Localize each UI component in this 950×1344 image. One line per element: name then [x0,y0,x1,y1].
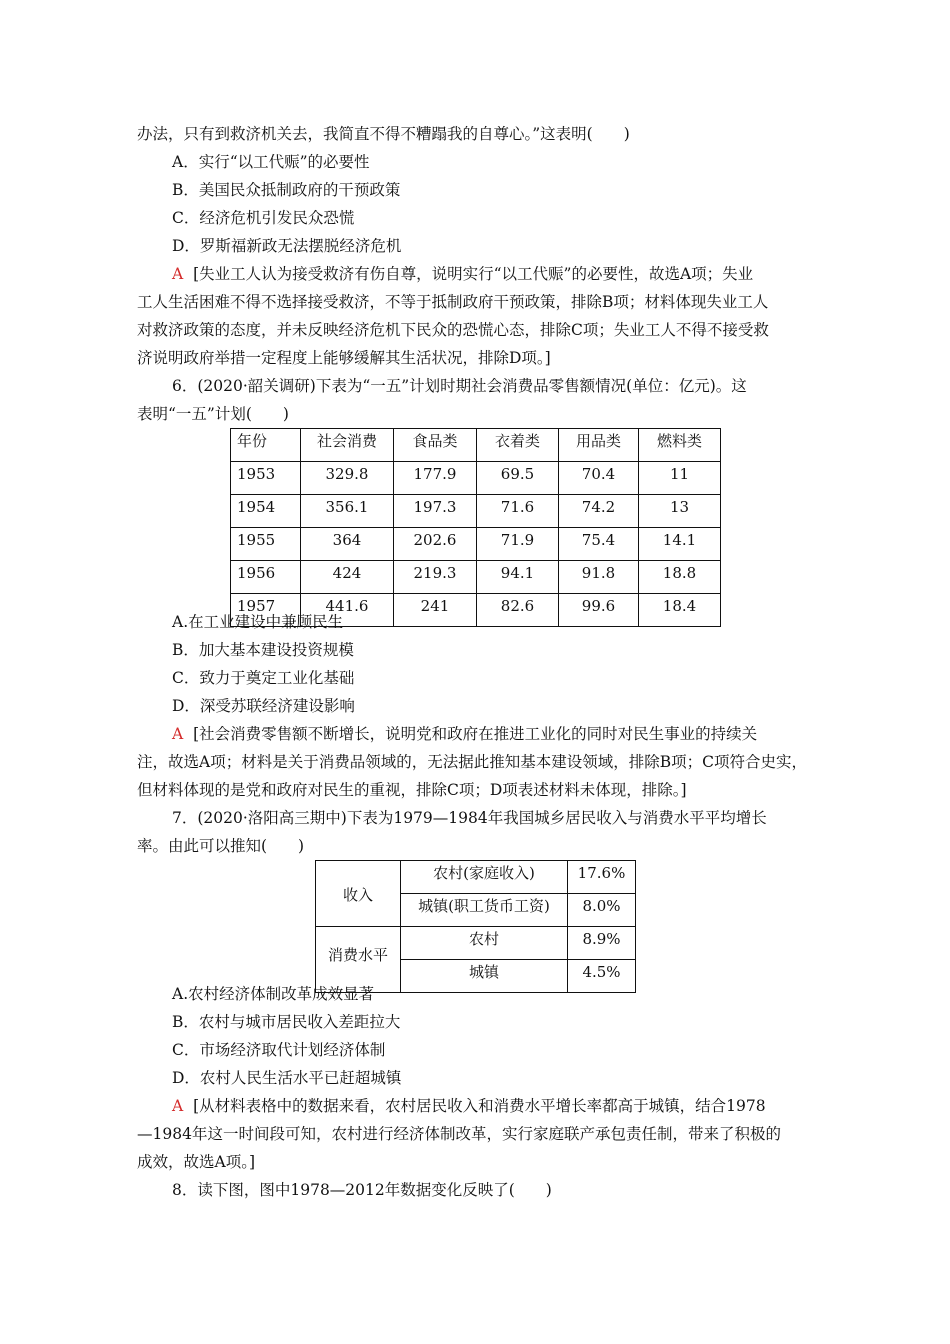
q6-option-a: A.在工业建设中兼顾民生 [172,613,344,631]
table-cell: 8.0% [568,894,636,927]
table-cell: 18.8 [639,561,721,594]
table-row [231,495,721,528]
table-cell: 94.1 [477,561,559,594]
table-cell: 356.1 [301,495,394,528]
table-cell: 91.8 [559,561,639,594]
q5-stem-tail: 办法，只有到救济机关去，我简直不得不糟蹋我的自尊心。”这表明( ) [137,125,630,143]
table-row [316,927,636,960]
table-row [231,528,721,561]
q7-explanation-line-3: 成效，故选A项。] [137,1153,255,1171]
q5-option-a: A．实行“以工代赈”的必要性 [172,153,370,171]
table-cell: 99.6 [559,594,639,627]
table-cell: 11 [639,462,721,495]
q6-explanation-line-3: 但材料体现的是党和政府对民生的重视，排除C项；D项表述材料未体现，排除。] [137,781,687,799]
q5-answer: A [172,265,184,283]
table-header-cell: 社会消费 [301,429,394,462]
table-cell: 70.4 [559,462,639,495]
q5-explanation-line-2: 工人生活困难不得不选择接受救济，不等于抵制政府干预政策，排除B项；材料体现失业工人 [137,293,769,311]
q5-explanation-line-3: 对救济政策的态度，并未反映经济危机下民众的恐慌心态，排除C项；失业工人不得不接受救 [137,321,769,339]
table-cell: 城镇(职工货币工资) [401,894,568,927]
q5-explanation-text-1: [失业工人认为接受救济有伤自尊，说明实行“以工代赈”的必要性，故选A项；失业 [193,265,754,283]
table-cell: 13 [639,495,721,528]
q6-explanation-line-2: 注，故选A项；材料是关于消费品领域的，无法据此推知基本建设领域，排除B项；C项符合史实， [137,753,807,771]
table-cell: 17.6% [568,861,636,894]
table-row [231,561,721,594]
table-header-cell: 用品类 [559,429,639,462]
q7-answer: A [172,1097,184,1115]
q7-growth-table [315,860,636,993]
q5-option-b: B．美国民众抵制政府的干预政策 [172,181,401,199]
table-group-label: 收入 [316,861,401,927]
q6-sales-table [230,428,721,627]
q6-stem-line-1: 6．(2020·韶关调研)下表为“一五”计划时期社会消费品零售额情况(单位：亿元)。这 [172,377,747,395]
q5-explanation-line-1 [172,264,753,284]
table-cell: 14.1 [639,528,721,561]
table-cell: 329.8 [301,462,394,495]
table-cell: 8.9% [568,927,636,960]
table-cell: 74.2 [559,495,639,528]
table-cell: 1954 [231,495,301,528]
table-cell: 219.3 [394,561,477,594]
q7-stem-line-2: 率。由此可以推知( ) [137,837,305,855]
q5-option-d: D．罗斯福新政无法摆脱经济危机 [172,237,402,255]
q7-explanation-line-1 [172,1096,766,1116]
table-header-row [231,429,721,462]
q6-option-d: D．深受苏联经济建设影响 [172,697,355,715]
table-row [316,861,636,894]
q7-explanation-text-1: [从材料表格中的数据来看，农村居民收入和消费水平增长率都高于城镇，结合1978 [193,1097,766,1115]
table-cell: 69.5 [477,462,559,495]
q8-stem: 8．读下图，图中1978—2012年数据变化反映了( ) [172,1181,552,1199]
q6-stem-line-2: 表明“一五”计划( ) [137,405,289,423]
table-cell: 4.5% [568,960,636,993]
table-row [231,462,721,495]
q6-option-c: C．致力于奠定工业化基础 [172,669,355,687]
table-cell: 75.4 [559,528,639,561]
table-cell: 1955 [231,528,301,561]
q6-option-b: B．加大基本建设投资规模 [172,641,354,659]
table-cell: 71.6 [477,495,559,528]
table-cell: 364 [301,528,394,561]
table-cell: 农村 [401,927,568,960]
table-cell: 城镇 [401,960,568,993]
q6-explanation-text-1: [社会消费零售额不断增长，说明党和政府在推进工业化的同时对民生事业的持续关 [193,725,758,743]
table-header-cell: 食品类 [394,429,477,462]
q7-option-d: D．农村人民生活水平已赶超城镇 [172,1069,402,1087]
table-header-cell: 年份 [231,429,301,462]
table-group-label: 消费水平 [316,927,401,993]
table-cell: 71.9 [477,528,559,561]
q7-option-b: B．农村与城市居民收入差距拉大 [172,1013,401,1031]
table-cell: 82.6 [477,594,559,627]
table-cell: 241 [394,594,477,627]
table-cell: 1956 [231,561,301,594]
q7-option-c: C．市场经济取代计划经济体制 [172,1041,386,1059]
table-header-cell: 衣着类 [477,429,559,462]
q6-answer: A [172,725,184,743]
table-cell: 202.6 [394,528,477,561]
q7-explanation-line-2: —1984年这一时间段可知，农村进行经济体制改革，实行家庭联产承包责任制，带来了积极的 [137,1125,781,1143]
table-cell: 1953 [231,462,301,495]
table-cell: 1957 [231,594,301,627]
q5-explanation-line-4: 济说明政府举措一定程度上能够缓解其生活状况，排除D项。] [137,349,551,367]
q7-stem-line-1: 7．(2020·洛阳高三期中)下表为1979—1984年我国城乡居民收入与消费水平平均增长 [172,809,767,827]
table-cell: 197.3 [394,495,477,528]
table-cell: 农村(家庭收入) [401,861,568,894]
table-cell: 177.9 [394,462,477,495]
table-cell: 441.6 [301,594,394,627]
table-cell: 424 [301,561,394,594]
table-header-cell: 燃料类 [639,429,721,462]
q6-explanation-line-1 [172,724,757,744]
table-cell: 18.4 [639,594,721,627]
q5-option-c: C．经济危机引发民众恐慌 [172,209,355,227]
q7-option-a: A.农村经济体制改革成效显著 [172,985,375,1003]
